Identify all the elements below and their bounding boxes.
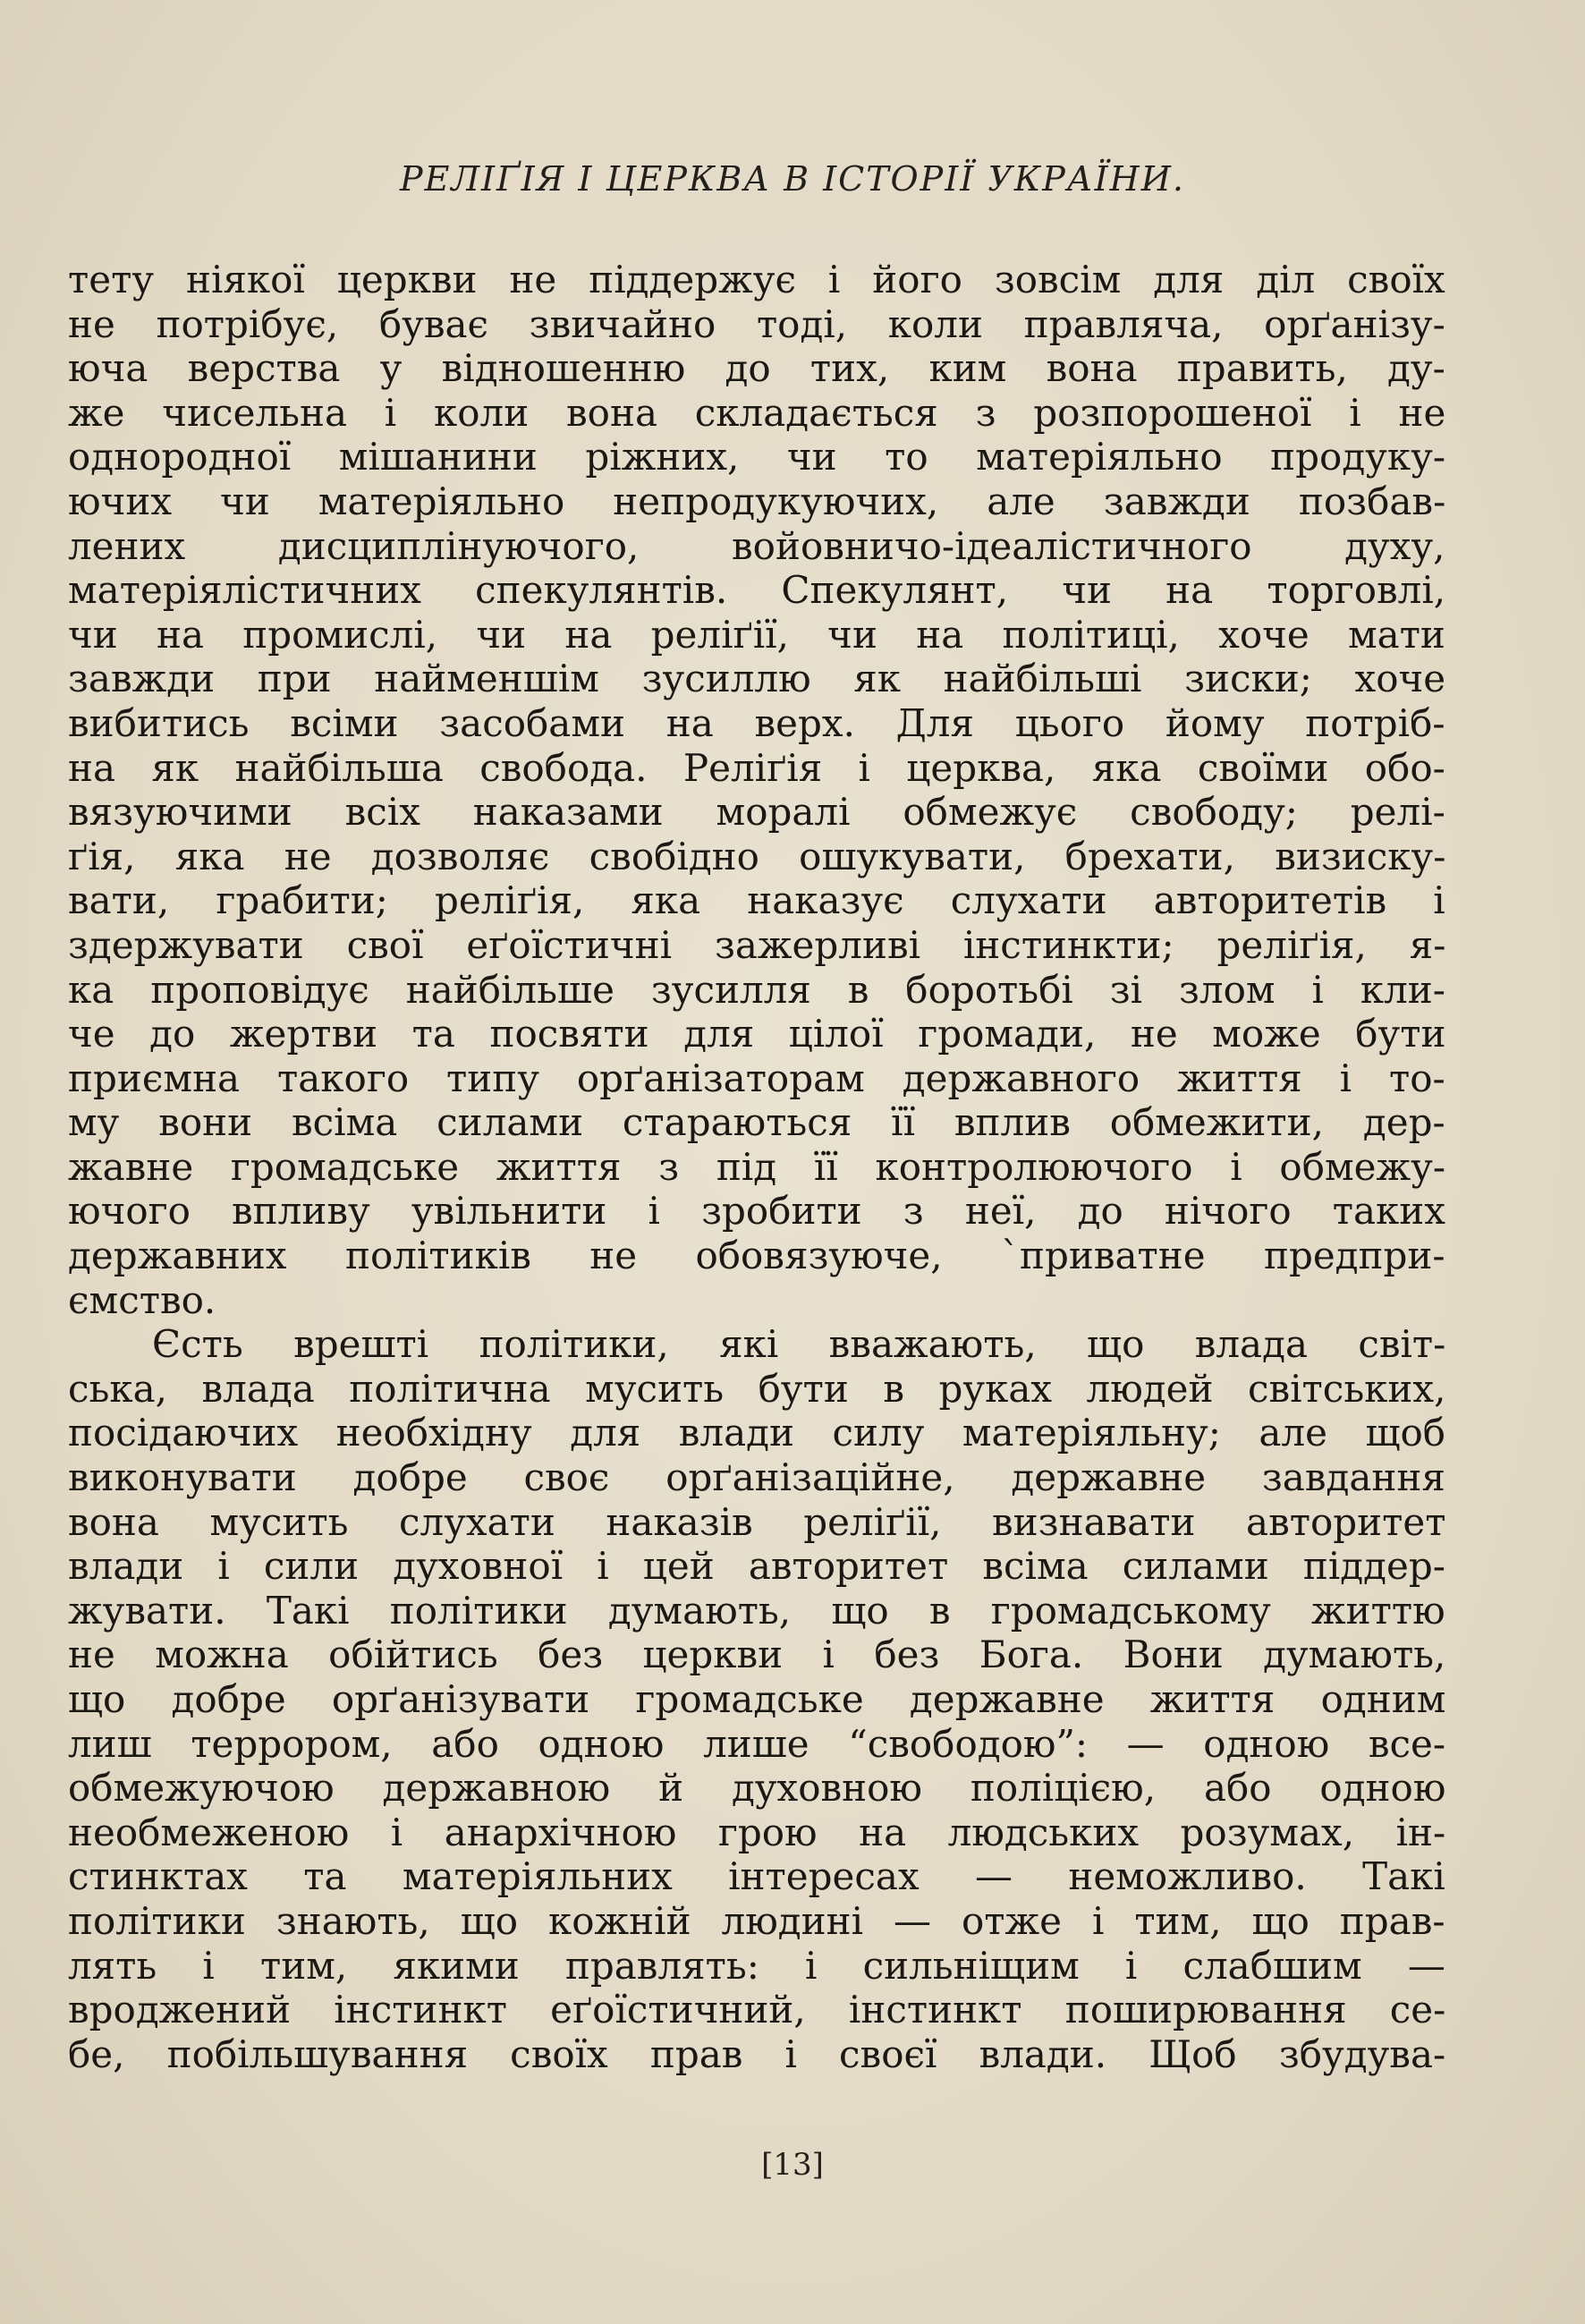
text-line: не потрібує, буває звичайно тоді, коли правляча, орґанізу- <box>68 301 1445 346</box>
text-line: вязуючими всіх наказами моралі обмежує свободу; релі- <box>68 790 1445 835</box>
text-line: ючих чи матеріяльно непродукуючих, але завжди позбав- <box>68 479 1446 523</box>
text-line: на як найбільша свобода. Реліґія і церква, яка своїми обо- <box>68 745 1445 790</box>
text-line: стинктах та матеріяльних інтересах — неможливо. Такі <box>68 1854 1445 1899</box>
text-line: лених дисциплінуючого, войовничо-ідеалістичного духу, <box>68 523 1445 568</box>
text-line: лять і тим, якими правлять: і сильніщим і слабшим — <box>68 1943 1445 1988</box>
text-line: же чисельна і коли вона складається з розпорошеної і не <box>68 390 1446 435</box>
page-number: [13] <box>761 2147 824 2183</box>
text-line: жавне громадське життя з під її контролюючого і обмежу- <box>68 1144 1446 1189</box>
paragraph <box>68 1322 1445 2076</box>
text-line: лиш террором, або одною лише “свободою”: — одною все- <box>68 1721 1446 1766</box>
text-line: однородної мішанини ріжних, чи то матеріяльно продуку- <box>68 435 1446 479</box>
text-line: бе, побільшування своїх прав і своєї влади. Щоб збудува- <box>68 2031 1446 2076</box>
text-line: ємство. <box>68 1277 216 1322</box>
text-line: му вони всіма силами стараються її вплив обмежити, дер- <box>68 1100 1445 1145</box>
text-line: че до жертви та посвяти для цілої громади, не може бути <box>68 1012 1446 1056</box>
text-line: вати, грабити; реліґія, яка наказує слухати авторитетів і <box>68 878 1445 923</box>
text-line: Єсть врешті політики, які вважають, що влада світ- <box>152 1322 1446 1367</box>
running-title: РЕЛІҐІЯ І ЦЕРКВА В ІСТОРІЇ УКРАЇНИ. <box>400 159 1185 199</box>
paragraph <box>68 258 1445 1322</box>
text-line: вона мусить слухати наказів реліґії, визнавати авторитет <box>68 1499 1446 1544</box>
text-line: завжди при найменшім зусиллю як найбільші зиски; хоче <box>68 657 1446 701</box>
text-line: чи на промислі, чи на реліґії, чи на політиці, хоче мати <box>68 612 1445 657</box>
text-line: ґія, яка не дозволяє свобідно ошукувати, брехати, визиску- <box>68 834 1446 878</box>
text-line: приємна такого типу орґанізаторам державного життя і то- <box>68 1056 1445 1100</box>
text-line: вибитись всіми засобами на верх. Для цього йому потріб- <box>68 700 1445 745</box>
text-line: ючого впливу увільнити і зробити з неї, до нічого таких <box>68 1189 1445 1234</box>
text-line: юча верства у відношенню до тих, ким вона править, ду- <box>68 346 1445 391</box>
text-line: політики знають, що кожній людині — отже і тим, що прав- <box>68 1898 1445 1943</box>
text-line: влади і сили духовної і цей авторитет всіма силами піддер- <box>68 1544 1445 1589</box>
text-line: посідаючих необхідну для влади силу матеріяльну; але щоб <box>68 1411 1446 1455</box>
text-line: здержувати свої еґоїстичні зажерливі інстинкти; реліґія, я- <box>68 922 1446 967</box>
text-line: державних політиків не обовязуюче, `приватне предпри- <box>68 1234 1445 1278</box>
text-line: ська, влада політична мусить бути в руках людей світських, <box>68 1366 1446 1411</box>
text-line: ка проповідує найбільше зусилля в боротьбі зі злом і кли- <box>68 967 1445 1012</box>
text-line: жувати. Такі політики думають, що в громадському життю <box>68 1588 1445 1633</box>
text-line: необмеженою і анархічною грою на людських розумах, ін- <box>68 1810 1446 1854</box>
text-line: вроджений інстинкт еґоїстичний, інстинкт поширювання се- <box>68 1988 1446 2032</box>
text-line: обмежуючою державною й духовною поліцією, або одною <box>68 1766 1446 1811</box>
body-text <box>68 258 1445 2076</box>
text-line: тету ніякої церкви не піддержує і його зовсім для діл своїх <box>68 258 1445 301</box>
text-line: що добре орґанізувати громадське державне життя одним <box>68 1677 1446 1721</box>
text-line: виконувати добре своє орґанізаційне, державне завдання <box>68 1455 1445 1500</box>
text-line: не можна обійтись без церкви і без Бога. Вони думають, <box>68 1633 1446 1677</box>
text-line: матеріялістичних спекулянтів. Спекулянт, чи на торговлі, <box>68 568 1446 613</box>
